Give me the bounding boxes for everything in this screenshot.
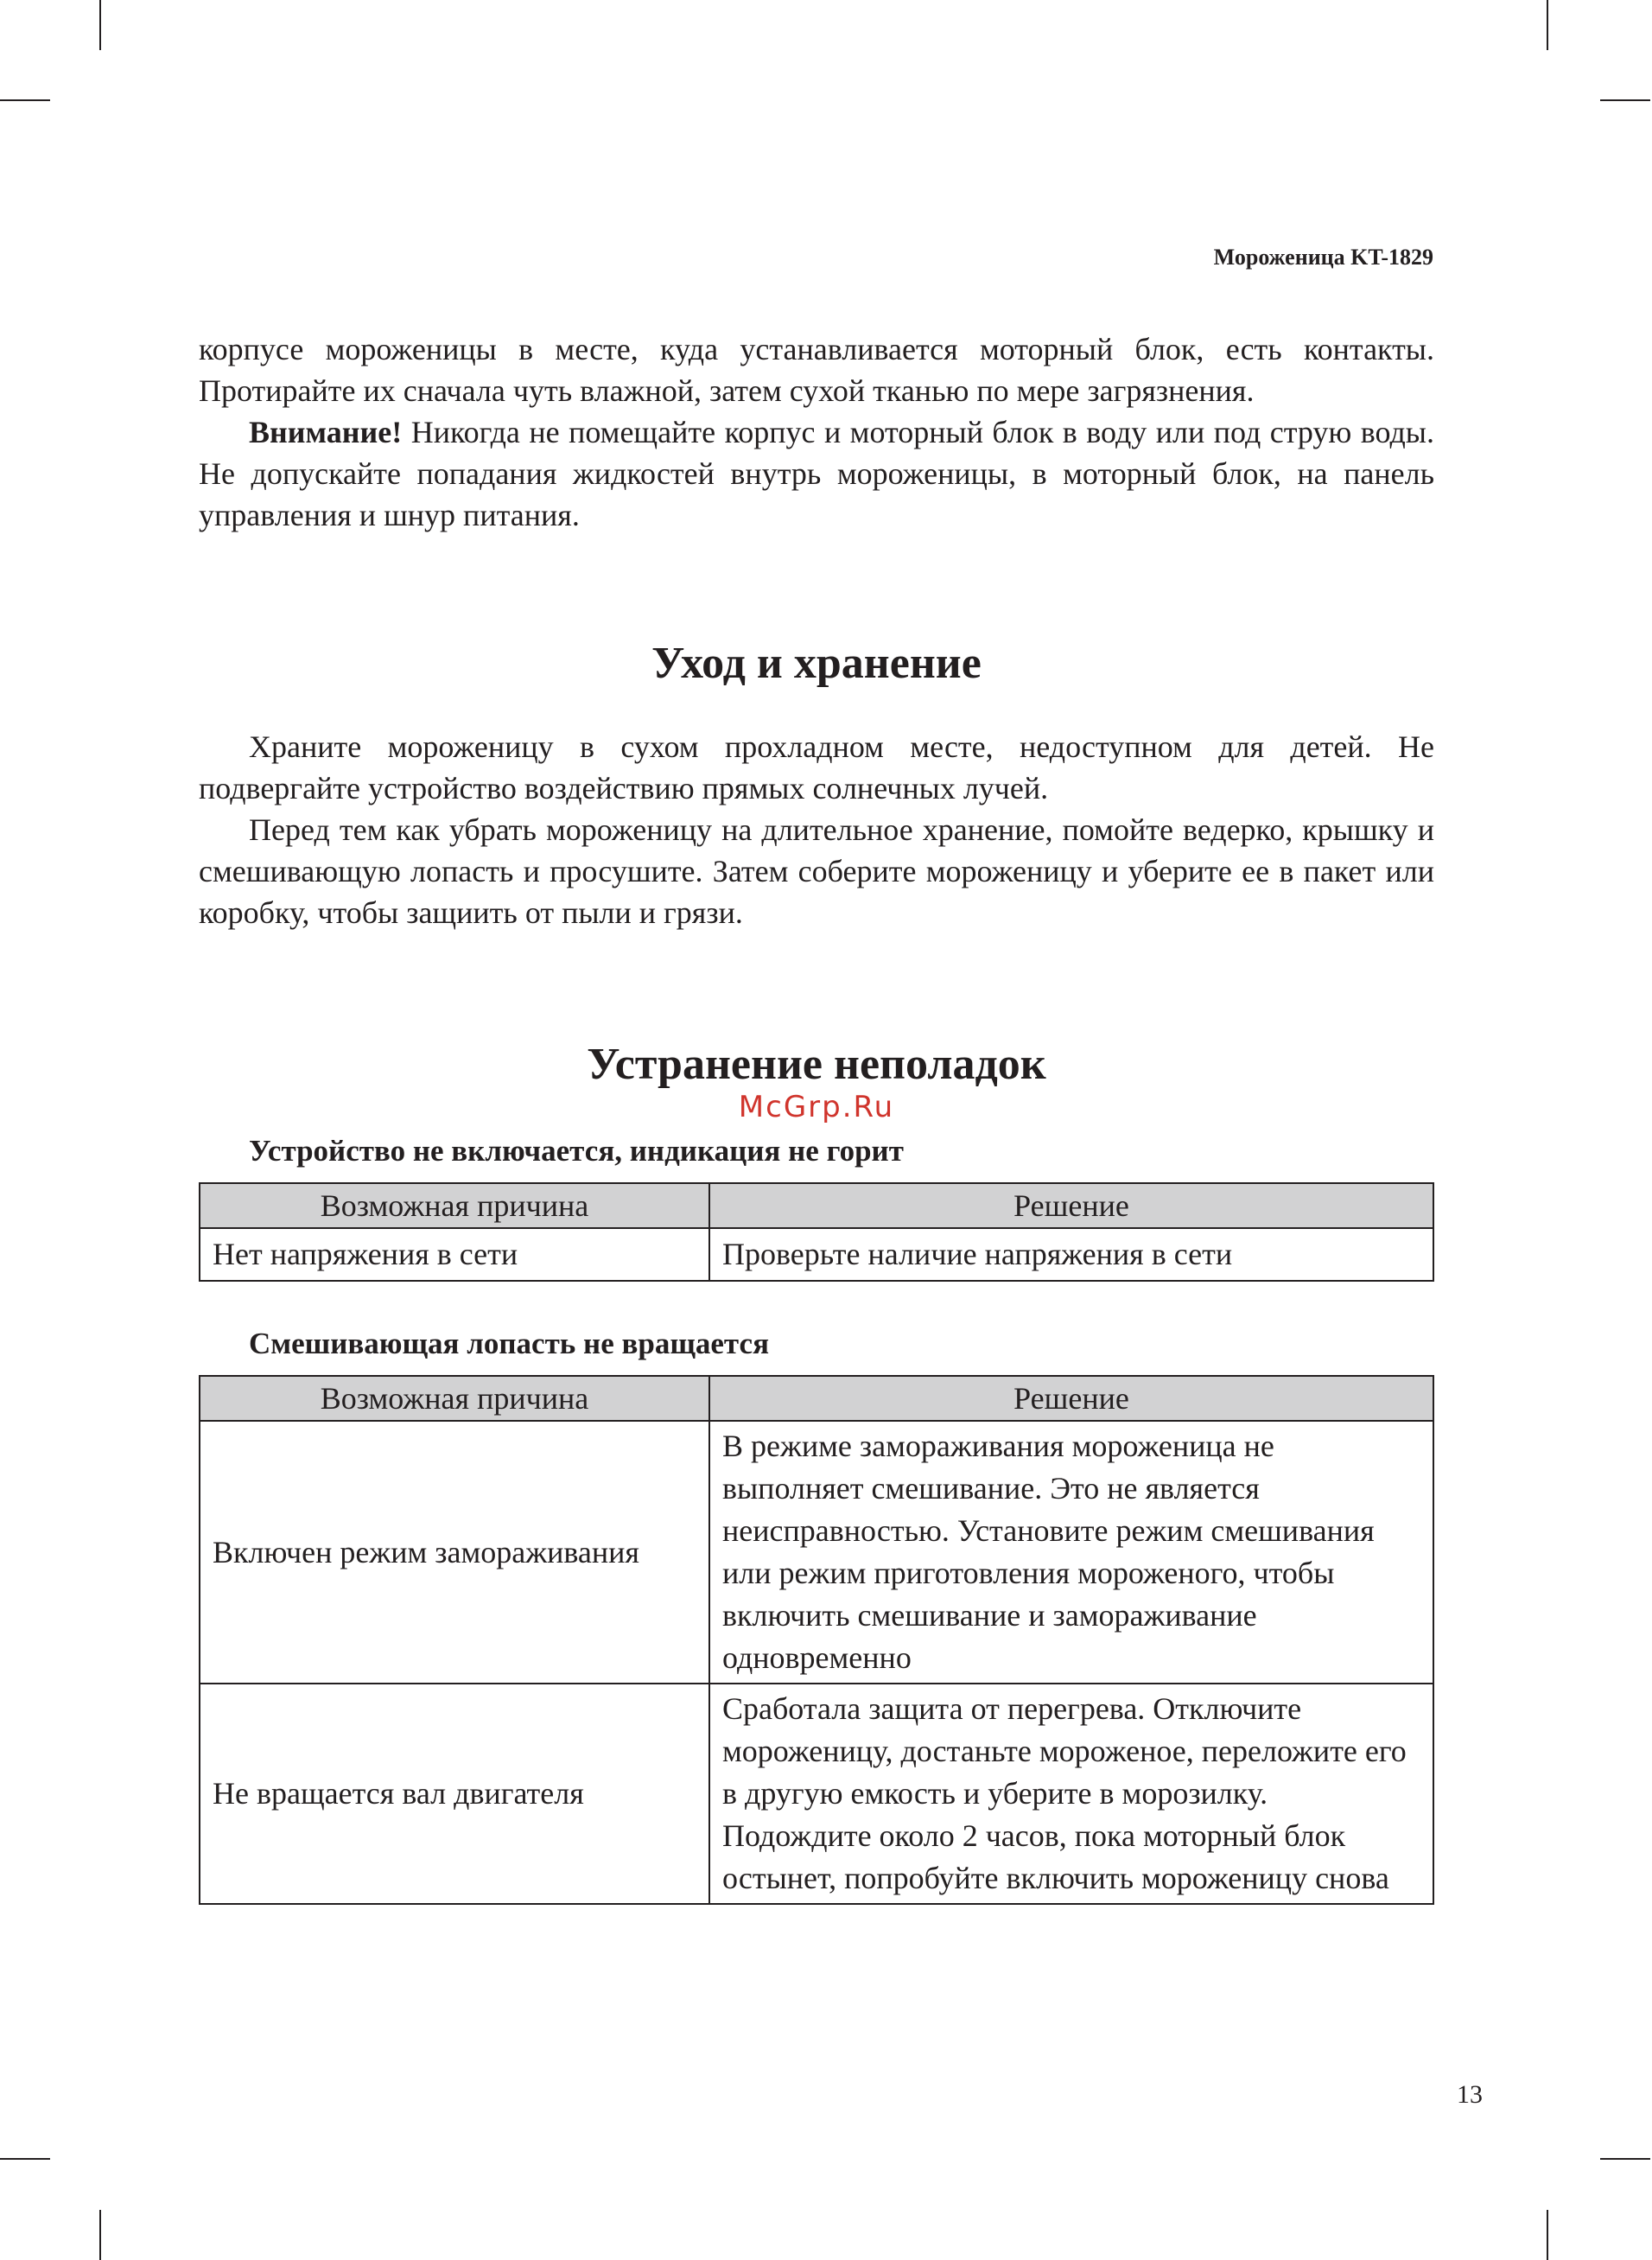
warning-paragraph: [199, 411, 1434, 536]
intro-paragraph: корпусе мороженицы в месте, куда устанавливается моторный блок, есть контакты. Протирайте их сначала чуть влажной, затем сухой тканью по мере загрязнения.: [199, 332, 1434, 408]
troubleshooting-table-1: [199, 1182, 1434, 1282]
solution-cell: Проверьте наличие напряжения в сети: [709, 1228, 1433, 1281]
crop-mark: [0, 2158, 50, 2160]
solution-cell: Сработала защита от перегрева. Отключите мороженицу, достаньте мороженое, переложите его в другую емкость и уберите в морозилку. Подождите около 2 часов, пока моторный блок остынет, попробуйте включить мороженицу снова: [709, 1684, 1433, 1904]
page-content: [199, 328, 1434, 1905]
crop-mark: [99, 0, 101, 50]
column-header-solution: Решение: [709, 1183, 1433, 1228]
crop-mark: [1600, 2158, 1650, 2160]
page-number: 13: [1457, 2080, 1483, 2109]
watermark: McGrp.Ru: [738, 1090, 895, 1124]
crop-mark: [1547, 2210, 1548, 2260]
column-header-solution: Решение: [709, 1376, 1433, 1421]
table-row: [200, 1421, 1433, 1684]
cause-cell: Включен режим замораживания: [200, 1421, 709, 1684]
table-header-row: [200, 1376, 1433, 1421]
section1-heading: Устройство не включается, индикация не горит: [249, 1134, 904, 1168]
care-title: Уход и хранение: [651, 639, 982, 688]
table-header-row: [200, 1183, 1433, 1228]
table-row: [200, 1228, 1433, 1281]
solution-cell: В режиме замораживания мороженица не выполняет смешивание. Это не является неисправностью. Установите режим смешивания или режим приготовления мороженого, чтобы включить смешивание и замораживание одновременно: [709, 1421, 1433, 1684]
table-row: [200, 1684, 1433, 1904]
crop-mark: [0, 99, 50, 101]
troubleshooting-title: Устранение неполадок: [587, 1040, 1046, 1089]
column-header-cause: Возможная причина: [200, 1376, 709, 1421]
cause-cell: Нет напряжения в сети: [200, 1228, 709, 1281]
cause-cell: Не вращается вал двигателя: [200, 1684, 709, 1904]
care-paragraph-2: Перед тем как убрать мороженицу на длительное хранение, помойте ведерко, крышку и смешивающую лопасть и просушите. Затем соберите мороженицу и уберите ее в пакет или коробку, чтобы защиить от пыли и грязи.: [199, 812, 1434, 930]
section2-heading: Смешивающая лопасть не вращается: [249, 1327, 770, 1360]
warning-text: Никогда не помещайте корпус и моторный блок в воду или под струю воды. Не допускайте попадания жидкостей внутрь мороженицы, в моторный блок, на панель управления и шнур питания.: [199, 415, 1434, 532]
troubleshooting-table-2: [199, 1375, 1434, 1905]
crop-mark: [1600, 99, 1650, 101]
crop-mark: [99, 2210, 101, 2260]
crop-mark: [1547, 0, 1548, 50]
care-paragraph-1: Храните мороженицу в сухом прохладном месте, недоступном для детей. Не подвергайте устройство воздействию прямых солнечных лучей.: [199, 729, 1434, 805]
warning-label: Внимание!: [249, 415, 403, 449]
running-header: Мороженица KT-1829: [1213, 245, 1433, 270]
column-header-cause: Возможная причина: [200, 1183, 709, 1228]
